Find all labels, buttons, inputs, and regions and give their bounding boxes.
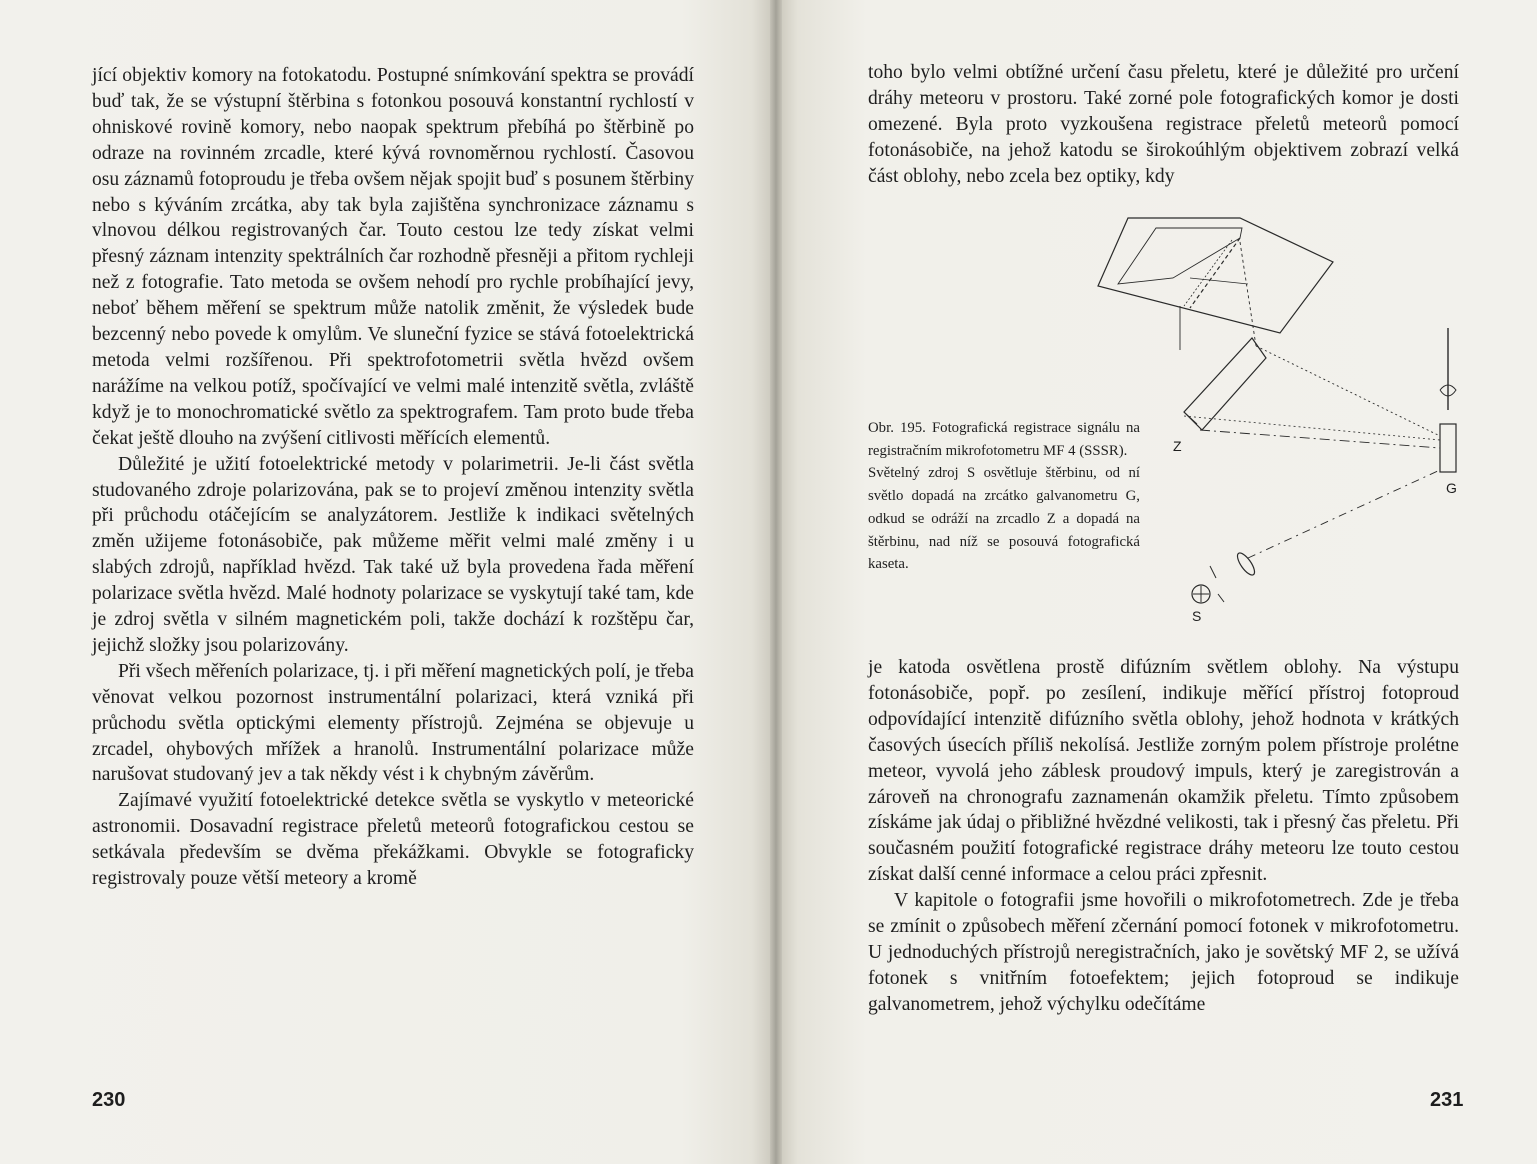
slit-line [1190,238,1240,308]
label-z: Z [1173,438,1182,454]
paragraph: Při všech měřeních polarizace, tj. i při měření magnetických polí, je třeba věnovat velkou pozornost instrumentální polarizaci, která vzniká při průchodu světla optickými elementy přístrojů. Zejména se objevuje u zrcadel, ohybových mřížek a hranolů. Instrumentální polarizace může narušovat studovaný jev a tak někdy vést i k chybným závěrům. [92,660,694,786]
paragraph: toho bylo velmi obtížné určení času přeletu, které je důležité pro určení dráhy meteoru v prostoru. Také zorné pole fotografických komor je dosti omezené. Byla proto vyzkoušena registrace přeletů meteorů pomocí fotonásobiče, na jehož katodu se širokoúhlým objektivem zobrazí velká část oblohy, nebo zcela bez optiky, kdy [868,62,1459,187]
caption-body: Světelný zdroj S osvětluje štěrbinu, od ní světlo dopadá na zrcátko galvanometru G, odkud se odráží na zrcadlo Z a dopadá na štěrbinu, nad níž se posouvá fotografická kaseta. [868,465,1140,573]
paragraph: jící objektiv komory na fotokatodu. Postupné snímkování spektra se provádí buď tak, že se výstupní štěrbina s fotonkou posouvá konstantní rychlostí v ohniskové rovině komory, nebo naopak spektrum přebíhá po štěrbině po odraze na rovinném zrcadle, které kývá rovnoměrnou rychlostí. Časovou osu záznamů fotoproudu je třeba ovšem nějak spojit buď s posunem štěrbiny nebo s kýváním zrcátka, aby tak byla zajištěna synchronizace záznamu s vlnovou délkou registrovaných čar. Touto cestou lze tedy získat velmi přesný záznam intenzity spektrálních čar rozhodně přesněji a přitom rychleji než z fotografie. Tato metoda se ovšem nehodí pro rychle probíhající jevy, neboť během měření se spektrum může natolik změnit, že výsledek bude bezcenný nebo povede k omylům. Ve sluneční fyzice se stává fotoelektrická metoda velmi rozšířenou. Při spektrofotometrii světla hvězd ovšem narážíme na velkou potíž, spočívající ve velmi malé intenzitě světla, zvláště když je to monochromatické světlo za spektrografem. Tam proto bude třeba čekat ještě dlouho na zvýšení citlivosti měřících elementů. [92,65,694,449]
book-gutter [770,0,782,1164]
page-number: 231 [1430,1089,1464,1111]
page-number: 230 [92,1089,126,1111]
paragraph: Důležité je užití fotoelektrické metody v polarimetrii. Je-li část světla studovaného zdroje polarizována, pak se to projeví změnou intenzity světla při průchodu otáčejícím se analyzátorem. Jestliže k indikaci světelných změn užijeme fotonásobiče, pak můžeme měřit velmi malé změny i u slabých zdrojů, například hvězd. Tak také už byla provedena řada měření polarizace světla hvězd. Malé hodnoty polarizace se vyskytují také tam, kde je zdroj světla v silném magnetickém poli, takže dochází k rozštěpu čar, jejichž složky jsou polarizovány. [92,453,694,656]
figure-diagram [1080,198,1480,628]
paragraph: V kapitole o fotografii jsme hovořili o mikrofotometrech. Zde je třeba se zmínit o způsobech měření zčernání pomocí fotonek v mikrofotometru. U jednoduchých přístrojů neregistračních, jako je sovětský MF 2, se užívá fotonek s vnitřním fotoefektem; jejich fotoproud se indikuje galvanometrem, jehož výchylku odečítáme [868,890,1459,1015]
label-g: G [1446,480,1457,496]
cassette-inner [1118,228,1242,284]
right-page-text-top [868,60,1459,190]
left-page-text [92,63,694,892]
label-s: S [1192,608,1202,624]
paragraph: Zajímavé využití fotoelektrické detekce světla se vyskytlo v meteorické astronomii. Dosavadní registrace přeletů meteorů fotografickou cestou se setkávala především se dvěma překážkami. Obvykle se fotograficky registrovaly pouze větší meteory a kromě [92,790,694,890]
paragraph: je katoda osvětlena prostě difúzním světlem oblohy. Na výstupu fotonásobiče, popř. po zesílení, indikuje měřící přístroj fotoproud odpovídající intenzitě difúzního světla oblohy, jehož hodnota v krátkých časových úsecích příliš nekolísá. Jestliže zorným polem přístroje prolétne meteor, vyvolá jeho záblesk proudový impuls, který je zaregistrován a zároveň na chronografu zaznamenán okamžik přeletu. Tímto způsobem získáme jak údaj o přibližné hvězdné velikosti, tak i přesný čas přeletu. Při současném použití fotografické registrace dráhy meteoru lze touto cestou získat další cenné informace a celou práci zpřesnit. [868,657,1459,886]
caption-title: Obr. 195. Fotografická registrace signálu na registračním mikrofotometru MF 4 (SSSR). [868,420,1140,459]
optical-diagram [1080,198,1480,628]
mirror-z [1184,338,1266,430]
cassette-plate [1098,218,1333,333]
lens [1234,550,1257,577]
right-page-text-bottom [868,655,1459,1018]
mirror-g [1440,424,1456,472]
